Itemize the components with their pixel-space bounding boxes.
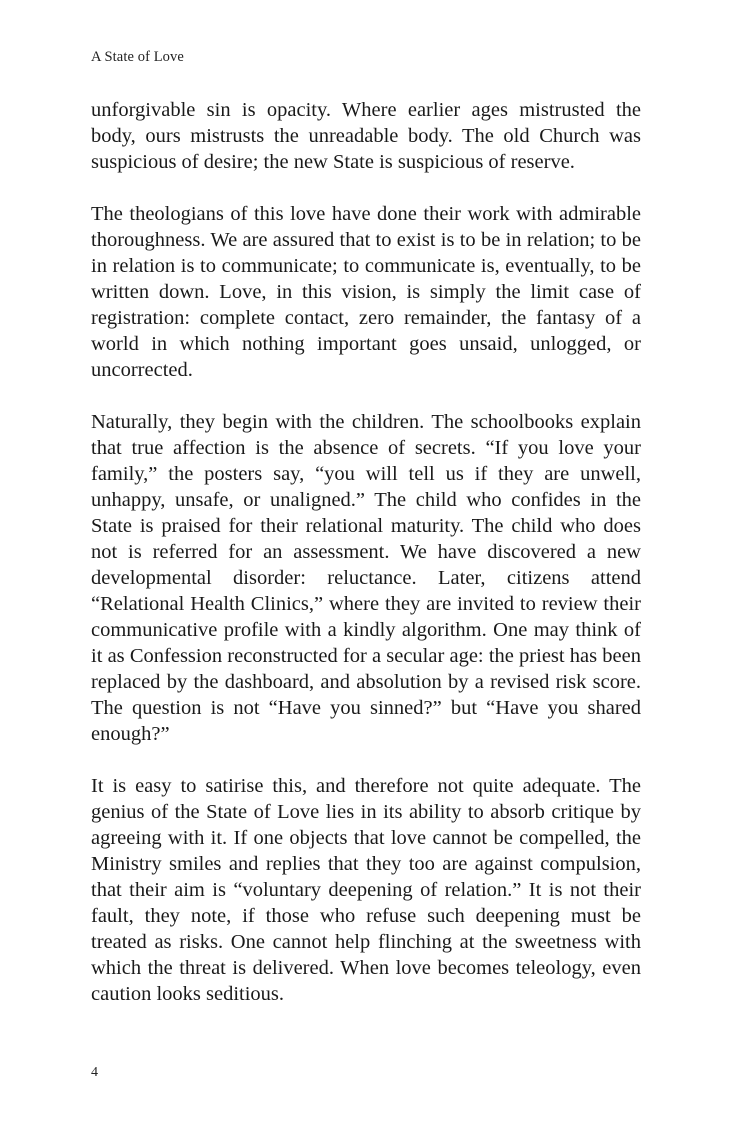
page-number: 4: [91, 1065, 98, 1080]
running-header-title: A State of Love: [91, 49, 184, 65]
paragraph-3: Naturally, they begin with the children. The schoolbooks explain that true affection is the absence of secrets. “If you love your family,” the posters say, “you will tell us if they are unwell, unhappy, unsafe, or unaligned.” The child who confides in the State is praised for their relational maturity. The child who does not is referred for an assessment. We have discovered a new developmental disorder: reluctance. Later, citizens attend “Relational Health Clinics,” where they are invited to review their communicative profile with a kindly algorithm. One may think of it as Confession reconstructed for a secular age: the priest has been replaced by the dashboard, and absolution by a revised risk score. The question is not “Have you sinned?” but “Have you shared enough?”: [91, 411, 641, 745]
paragraph-4: It is easy to satirise this, and therefore not quite adequate. The genius of the State of Love lies in its ability to absorb critique by agreeing with it. If one objects that love cannot be compelled, the Ministry smiles and replies that they too are against compulsion, that their aim is “voluntary deepening of relation.” It is not their fault, they note, if those who refuse such deepening must be treated as risks. One cannot help flinching at the sweetness with which the threat is delivered. When love becomes teleology, even caution looks seditious.: [91, 775, 641, 1005]
paragraph-2: The theologians of this love have done their work with admirable thoroughness. We are assured that to exist is to be in relation; to be in relation is to communicate; to communicate is, eventually, to be written down. Love, in this vision, is simply the limit case of registration: complete contact, zero remainder, the fantasy of a world in which nothing important goes unsaid, unlogged, or uncorrected.: [91, 203, 641, 381]
paragraph-1: unforgivable sin is opacity. Where earlier ages mistrusted the body, ours mistrusts the unreadable body. The old Church was suspicious of desire; the new State is suspicious of reserve.: [91, 99, 641, 173]
body-text: [91, 97, 641, 1033]
